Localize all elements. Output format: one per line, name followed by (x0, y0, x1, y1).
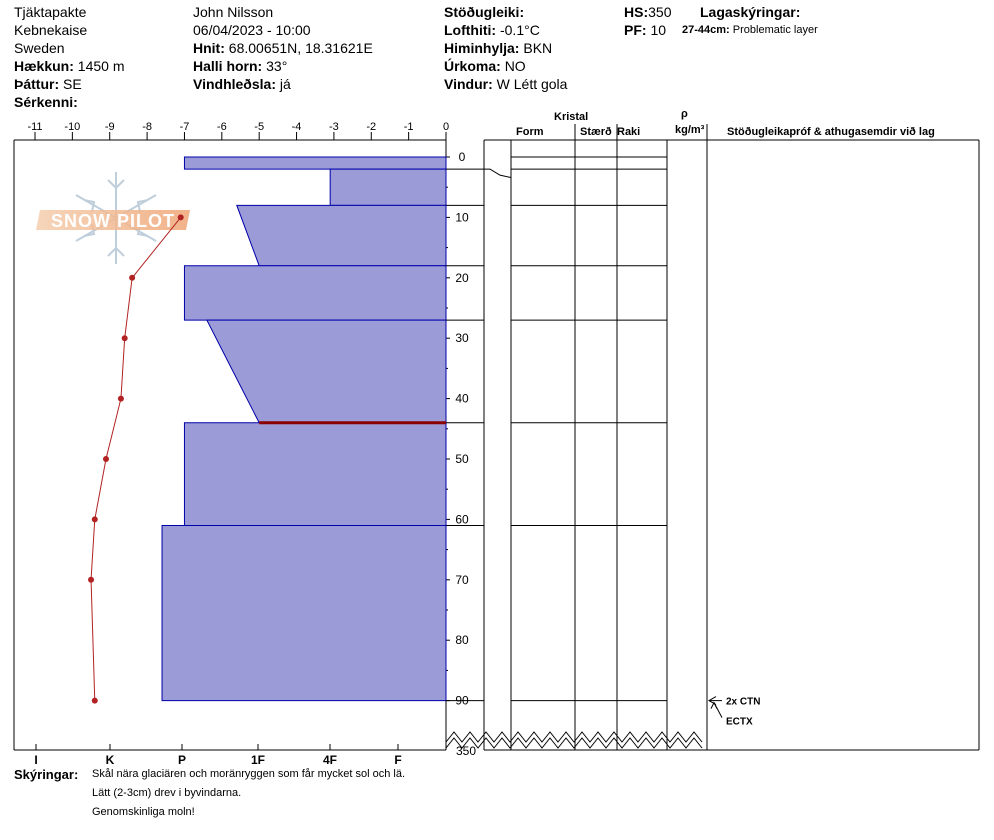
air-temp-value: -0.1°C (499, 22, 540, 38)
depth-tick-label: 50 (455, 452, 469, 466)
hardness-layer (162, 525, 446, 700)
stability-tests (709, 697, 760, 728)
sky-value: BKN (523, 40, 553, 56)
temp-tick-label: -11 (27, 121, 43, 133)
stability-tests-header: Stöðugleikapróf & athugasemdir við lag (727, 126, 935, 138)
hardness-layer (184, 157, 446, 169)
temp-tick-label: -10 (64, 121, 81, 133)
temperature-point (88, 577, 94, 583)
layer-note-text: Problematic layer (732, 24, 818, 36)
temp-tick-label: -2 (366, 121, 377, 133)
area-name: Kebnekaise (14, 22, 88, 38)
temp-tick-label: -8 (142, 121, 152, 133)
density-unit-header: kg/m³ (675, 124, 705, 136)
precip-label: Úrkoma: (444, 58, 501, 74)
coords-label: Hnit: (193, 40, 225, 56)
remark-line: Lätt (2-3cm) drev i byvindarna. (92, 787, 242, 799)
hardness-tick-label: 4F (322, 753, 338, 767)
crystal-header: Kristal (554, 111, 589, 123)
hardness-tick-label: 1F (250, 753, 266, 767)
temperature-point (92, 516, 98, 522)
remark-line: Skål nära glaciären och moränryggen som får mycket sol och lä. (92, 768, 406, 780)
observer-name: John Nilsson (193, 4, 274, 20)
hardness-layer (237, 205, 446, 265)
depth-tick-label: 30 (455, 331, 469, 346)
features-label: Sérkenni: (14, 94, 78, 110)
size-header: Stærð (580, 126, 612, 138)
remark-line: Genomskinliga moln! (92, 806, 195, 818)
hs-value: 350 (648, 4, 672, 20)
stability-test-label: 2x CTN (726, 696, 761, 708)
temperature-point (178, 214, 184, 220)
observation-datetime: 06/04/2023 - 10:00 (193, 22, 311, 38)
stability-label: Stöðugleiki: (444, 4, 525, 20)
depth-tick-label: 40 (455, 391, 469, 406)
depth-axis (446, 140, 476, 758)
form-header: Form (516, 126, 544, 138)
temperature-point (122, 335, 128, 341)
hardness-layer (207, 320, 446, 423)
hardness-tick-label: K (105, 753, 115, 767)
air-temp-label: Lofthiti: (444, 22, 497, 38)
elevation-value: 1450 m (77, 58, 125, 74)
temperature-point (92, 698, 98, 704)
wind-loading-value: já (279, 76, 291, 92)
temperature-point (118, 396, 124, 402)
temperature-point (103, 456, 109, 462)
aspect-value: SE (63, 76, 82, 92)
logo-text: SNOW PILOT (51, 211, 175, 231)
hardness-axis (34, 744, 401, 767)
depth-tick-label: 90 (455, 693, 469, 708)
temp-tick-label: -9 (104, 121, 115, 133)
temp-tick-label: -1 (403, 121, 414, 133)
temp-tick-label: -7 (179, 121, 190, 133)
elevation-label: Hækkun: (14, 58, 74, 74)
wind-label: Vindur: (444, 76, 493, 92)
temp-tick-label: -5 (254, 121, 265, 133)
depth-tick-label: 10 (455, 210, 469, 225)
temp-tick-label: 0 (442, 121, 450, 133)
temp-tick-label: -3 (329, 121, 339, 133)
layer-note-range: 27-44cm: (682, 24, 730, 36)
depth-tick-label: 70 (455, 572, 469, 587)
aspect-label: Þáttur: (14, 76, 60, 92)
depth-break-label: 350 (455, 744, 477, 758)
layer-notes-label: Lagaskýringar: (700, 4, 801, 20)
snow-pilot-logo (36, 172, 190, 264)
remarks-label: Skýringar: (14, 767, 79, 782)
hardness-tick-label: I (34, 753, 38, 767)
layer-table (446, 124, 979, 750)
slope-label: Halli horn: (193, 58, 263, 74)
hardness-layer (330, 169, 446, 205)
depth-tick-label: 0 (458, 150, 466, 164)
temperature-point (129, 275, 135, 281)
slope-value: 33° (266, 58, 288, 74)
depth-tick-label: 60 (455, 512, 469, 527)
stability-test-label: ECTX (726, 716, 753, 728)
sky-label: Himinhylja: (444, 40, 520, 56)
wind-value: W Létt gola (496, 76, 568, 92)
depth-tick-label: 20 (455, 270, 469, 285)
test-arrow-stem (714, 703, 722, 718)
location-name: Tjäktapakte (14, 4, 87, 20)
hardness-layer (184, 423, 446, 526)
country-name: Sweden (14, 40, 65, 56)
pf-value: 10 (650, 22, 667, 38)
hardness-layers (162, 157, 446, 701)
wind-loading-label: Vindhleðsla: (193, 76, 276, 92)
hardness-tick-label: F (394, 753, 402, 767)
hs-label: HS: (624, 4, 649, 20)
layer-connector (484, 169, 511, 177)
temp-tick-label: -6 (216, 121, 227, 133)
temp-axis (14, 121, 449, 140)
depth-tick-label: 80 (455, 633, 469, 648)
wetness-header: Raki (617, 126, 641, 138)
hardness-tick-label: P (177, 753, 187, 767)
rho-header: ρ (681, 108, 688, 120)
pf-label: PF: (624, 22, 647, 38)
temp-tick-label: -4 (291, 121, 302, 133)
hardness-layer (184, 266, 446, 320)
coords-value: 68.00651N, 18.31621E (228, 40, 373, 56)
precip-value: NO (504, 58, 526, 74)
